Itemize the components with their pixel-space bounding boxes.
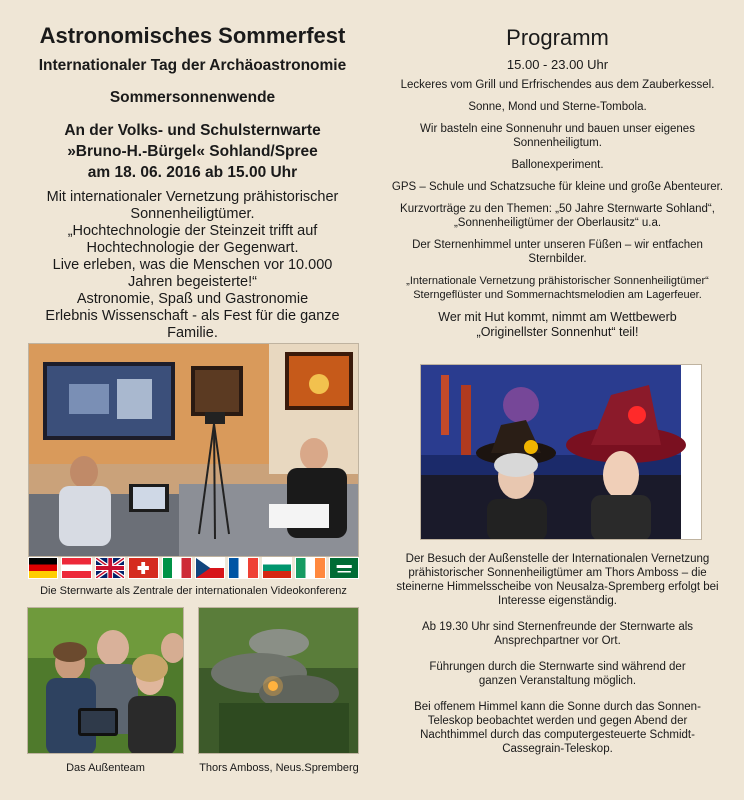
thors-amboss-photo [198,607,359,754]
intro-text [20,189,365,342]
videoconference-caption: Die Sternwarte als Zentrale der internationalen Videokonferenz [40,585,347,597]
flag-austria-icon [61,557,91,579]
flags-row [28,557,359,581]
hats-image [421,365,702,540]
venue-line-3: am 18. 06. 2016 ab 15.00 Uhr [87,164,298,181]
program-list [385,78,730,302]
program-item: „Internationale Vernetzung prähistorischer Sonnenheiligtümer“ Sterngeflüster und Sommernachtsmelodien am Lagerfeuer. [406,275,709,301]
intro-line: Live erleben, was die Menschen vor 10.000 Jahren begeisterte!“ [52,257,333,290]
intro-line: Mit internationaler Vernetzung prähistorischer Sonnenheiligtümer. [46,189,339,222]
event-subtitle-1: Internationaler Tag der Archäoastronomie [38,57,347,74]
team-photo [27,607,184,754]
program-time: 15.00 - 23.00 Uhr [506,57,609,72]
program-item: Kurzvorträge zu den Themen: „50 Jahre Sternwarte Sohland“, „Sonnenheiligtümer der Oberlausitz“ u.a. [400,203,715,229]
intro-line: Erlebnis Wissenschaft - als Fest für die ganze Familie. [45,308,340,341]
flag-uk-icon [95,557,125,579]
flag-italy-icon [162,557,192,579]
videoconference-photo [28,343,359,557]
venue-line-2: »Bruno-H.-Bürgel« Sohland/Spree [67,143,318,160]
team-caption: Das Außenteam [66,762,145,774]
info-paragraph: Bei offenem Himmel kann die Sonne durch das Sonnen-Teleskop beobachtet werden und gegen Abend der Nachthimmel durch das computergesteuerte Schmidt-Cassegrain-Teleskop. [414,701,701,755]
info-paragraph: Führungen durch die Sternwarte sind während der ganzen Veranstaltung möglich. [429,661,686,687]
program-item: Ballonexperiment. [511,159,604,171]
info-paragraph: Der Besuch der Außenstelle der Internationalen Vernetzung prähistorischer Sonnenheiligtümer am Thors Amboss – die steinerne Himmelsscheibe von Neusalza-Spremberg erfolgt bei Interesse eigenständig. [396,553,719,607]
info-text [385,552,730,768]
flag-bulgaria-icon [262,557,292,579]
flag-switzerland-icon [128,557,158,579]
thors-amboss-caption: Thors Amboss, Neus.Spremberg [199,762,359,774]
hat-contest-text: Wer mit Hut kommt, nimmt am Wettbewerb „Originellster Sonnenhut“ teil! [438,310,677,339]
program-item: GPS – Schule und Schatzsuche für kleine und große Abenteurer. [391,181,724,193]
intro-line: Astronomie, Spaß und Gastronomie [76,291,309,307]
program-item: Leckeres vom Grill und Erfrischendes aus dem Zauberkessel. [400,79,715,91]
event-subtitle-2: Sommersonnenwende [109,89,276,106]
team-image [28,608,184,754]
program-item: Der Sternenhimmel unter unseren Füßen – wir entfachen Sternbilder. [412,239,703,265]
program-title: Programm [506,25,609,50]
videoconference-image [29,344,359,557]
event-title: Astronomisches Sommerfest [39,23,346,48]
venue-block [20,120,365,183]
flag-czech-icon [195,557,225,579]
intro-line: „Hochtechnologie der Steinzeit trifft auf Hochtechnologie der Gegenwart. [67,223,318,256]
right-column [385,24,730,340]
hats-photo [420,364,702,540]
venue-line-1: An der Volks- und Schulsternwarte [64,122,321,139]
program-item: Sonne, Mond und Sterne-Tombola. [468,101,647,113]
program-item: Wir basteln eine Sonnenuhr und bauen unser eigenes Sonnenheiligtum. [420,123,695,149]
flag-ireland-icon [295,557,325,579]
flag-france-icon [228,557,258,579]
info-paragraph: Ab 19.30 Uhr sind Sternenfreunde der Sternwarte als Ansprechpartner vor Ort. [421,621,694,647]
left-column [20,22,365,342]
flag-saudi-arabia-icon [329,557,359,579]
thors-amboss-image [199,608,359,754]
flag-germany-icon [28,557,58,579]
